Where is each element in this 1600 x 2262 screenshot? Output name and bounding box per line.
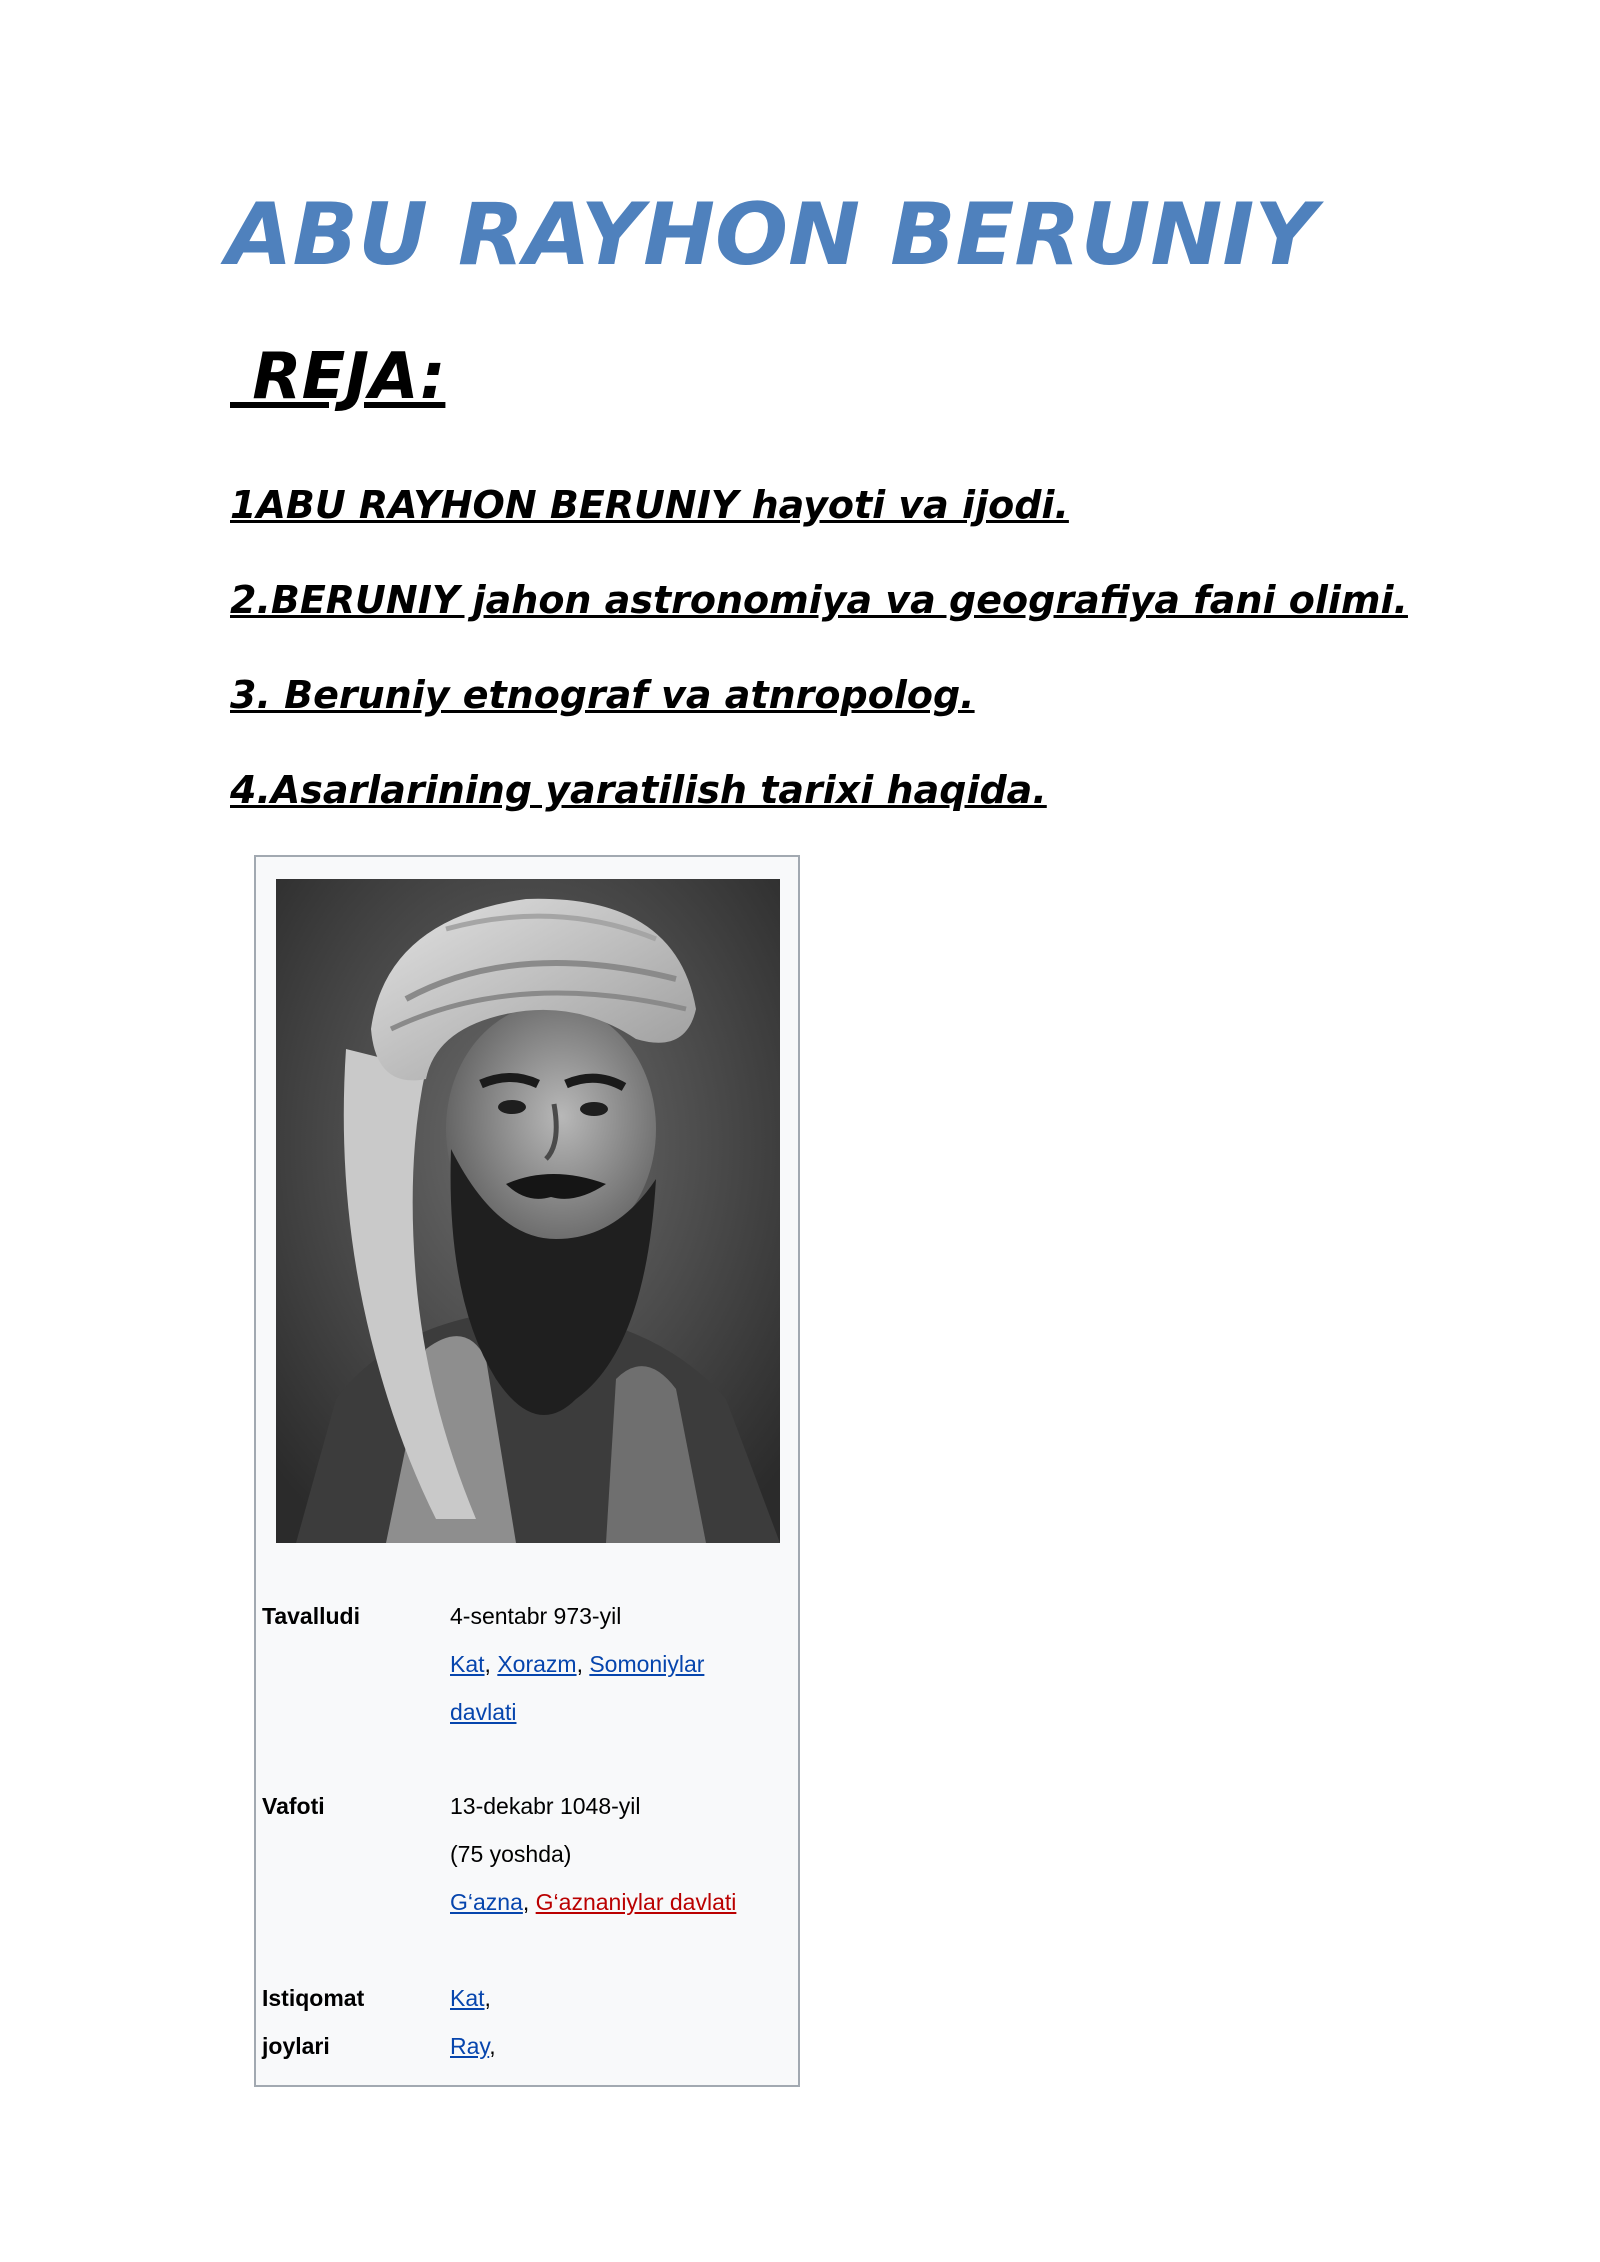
died-label: Vafoti <box>262 1793 325 1819</box>
link-gaznaniylar-davlati[interactable]: G‘aznaniylar davlati <box>535 1889 737 1915</box>
born-label: Tavalludi <box>262 1603 360 1629</box>
died-date: 13-dekabr 1048-yil <box>450 1793 641 1819</box>
separator: , <box>489 2033 496 2059</box>
link-gazna[interactable]: G‘azna <box>450 1889 523 1915</box>
plan-item-3: 3. Beruniy etnograf va atnropolog. <box>230 673 975 717</box>
born-value <box>450 1592 704 1736</box>
plan-item-2: 2.BERUNIY jahon astronomiya va geografiya fani olimi. <box>230 578 1408 622</box>
died-age: (75 yoshda) <box>450 1841 572 1867</box>
residence-label-line-2: joylari <box>262 2033 330 2059</box>
link-kat[interactable]: Kat <box>450 1651 485 1677</box>
died-value <box>450 1782 736 1926</box>
residence-label <box>262 1974 364 2070</box>
link-ray[interactable]: Ray <box>450 2033 490 2059</box>
born-date: 4-sentabr 973-yil <box>450 1603 622 1629</box>
link-somoniylar-davlati[interactable]: Somoniylar <box>589 1651 705 1677</box>
plan-item-4: 4.Asarlarining yaratilish tarixi haqida. <box>230 768 1047 812</box>
residence-value <box>450 1974 496 2070</box>
separator: , <box>522 1889 536 1915</box>
separator: , <box>576 1651 590 1677</box>
link-somoniylar-davlati-cont[interactable]: davlati <box>450 1699 517 1725</box>
separator: , <box>484 1651 498 1677</box>
link-xorazm[interactable]: Xorazm <box>497 1651 577 1677</box>
document-title: ABU RAYHON BERUNIY <box>226 185 1317 285</box>
link-kat-residence[interactable]: Kat <box>450 1985 485 2011</box>
born-places <box>450 1640 704 1688</box>
separator: , <box>484 1985 491 2011</box>
portrait-image <box>276 879 780 1543</box>
died-places <box>450 1878 736 1926</box>
residence-label-line-1: Istiqomat <box>262 1985 365 2011</box>
infobox <box>254 855 800 2087</box>
plan-heading: REJA: <box>230 340 446 414</box>
plan-item-1: 1ABU RAYHON BERUNIY hayoti va ijodi. <box>230 483 1069 527</box>
